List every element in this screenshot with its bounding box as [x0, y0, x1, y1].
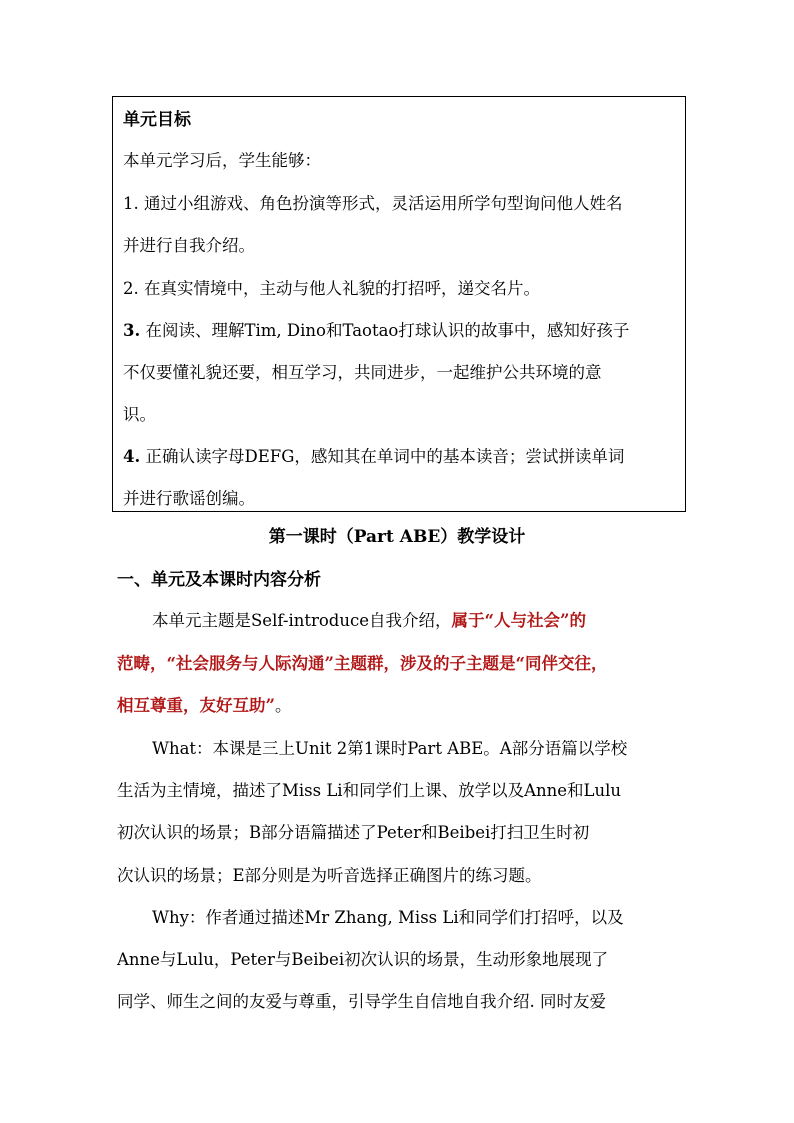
- goal-4-number: 4.: [123, 447, 141, 466]
- goal-3-line-3: 识。: [123, 405, 156, 424]
- goal-1-line-2: 并进行自我介绍。: [123, 236, 255, 255]
- unit-goals-intro: 本单元学习后，学生能够：: [123, 151, 321, 170]
- goal-4-line-1: [123, 443, 624, 467]
- theme-line-2: 范畴，“社会服务与人际沟通”主题群，涉及的子主题是“同伴交往，: [117, 654, 608, 673]
- goal-3-line-2: 不仅要懂礼貌还要，相互学习，共同进步，一起维护公共环境的意: [123, 363, 602, 382]
- goal-2: 2. 在真实情境中，主动与他人礼貌的打招呼，递交名片。: [123, 279, 540, 298]
- lesson-heading: 第一课时（Part ABE）教学设计: [268, 527, 526, 547]
- theme-line-3: [117, 692, 292, 716]
- theme-line-1-highlight: 属于“人与社会”的: [451, 611, 586, 630]
- what-line-1: What：本课是三上Unit 2第1课时Part ABE。A部分语篇以学校: [152, 739, 628, 758]
- goal-3-line-1: [123, 317, 629, 341]
- why-line-2: Anne与Lulu，Peter与Beibei初次认识的场景，生动形象地展现了: [117, 950, 609, 969]
- unit-goals-title: 单元目标: [123, 110, 191, 130]
- theme-line-1-plain: 本单元主题是Self-introduce自我介绍，: [152, 611, 452, 630]
- what-line-4: 次认识的场景；E部分则是为听音选择正确图片的练习题。: [117, 866, 542, 885]
- why-line-1: Why：作者通过描述Mr Zhang, Miss Li和同学们打招呼，以及: [152, 908, 624, 927]
- theme-line-3-end: 。: [275, 696, 292, 715]
- what-line-2: 生活为主情境，描述了Miss Li和同学们上课、放学以及Anne和Lulu: [117, 781, 622, 800]
- goal-4-line-2: 并进行歌谣创编。: [123, 489, 255, 508]
- section-1-title: 一、单元及本课时内容分析: [117, 570, 321, 590]
- what-line-3: 初次认识的场景；B部分语篇描述了Peter和Beibei打扫卫生时初: [117, 823, 590, 842]
- theme-line-3-highlight: 相互尊重，友好互助”: [117, 696, 275, 715]
- goal-3-text: 在阅读、理解Tim, Dino和Taotao打球认识的故事中，感知好孩子: [140, 321, 630, 340]
- goal-1-line-1: 1. 通过小组游戏、角色扮演等形式，灵活运用所学句型询问他人姓名: [123, 194, 623, 213]
- goal-4-text: 正确认读字母DEFG，感知其在单词中的基本读音；尝试拼读单词: [140, 447, 625, 466]
- theme-line-1: [152, 607, 586, 631]
- goal-3-number: 3.: [123, 321, 141, 340]
- unit-goals-box: [112, 96, 686, 512]
- why-line-3: 同学、师生之间的友爱与尊重，引导学生自信地自我介绍. 同时友爱: [117, 992, 606, 1011]
